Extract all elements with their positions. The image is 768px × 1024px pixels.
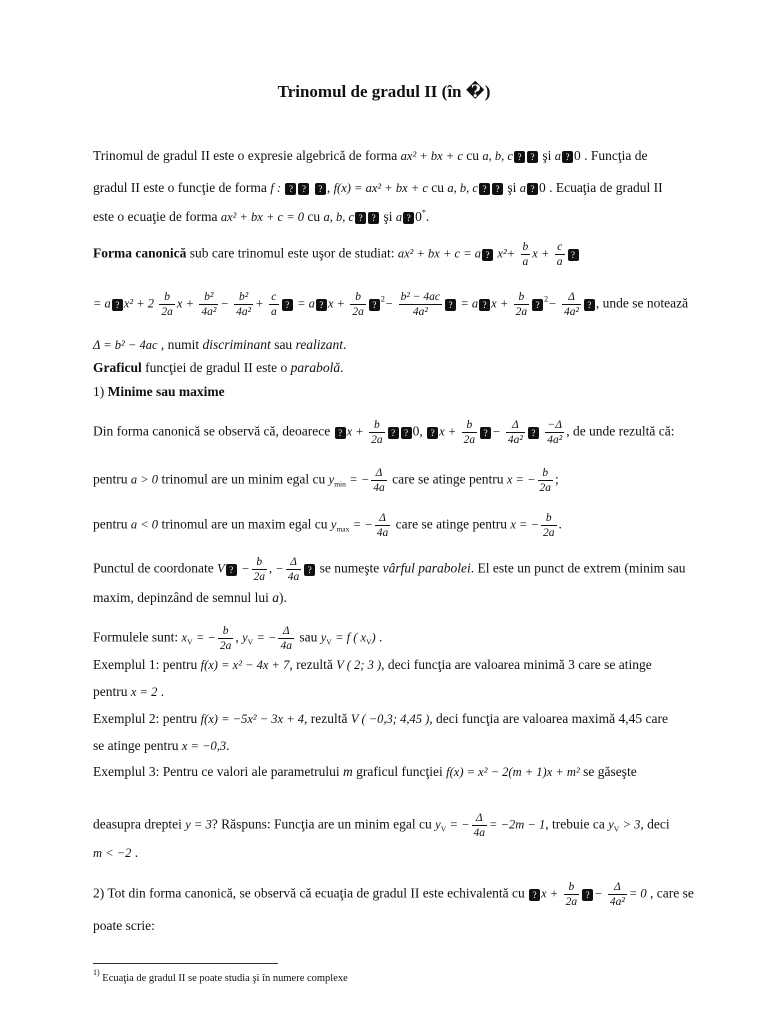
text: poate scrie: <box>93 918 155 933</box>
formula-vertex-2: V ( −0,3; 4,45 ) <box>350 712 430 726</box>
numerator: b <box>462 418 478 433</box>
text: Exemplul 1: pentru <box>93 657 198 672</box>
section-1-heading <box>93 384 708 400</box>
denominator: a <box>556 256 563 268</box>
text: Exemplul 3: Pentru ce valori ale parametrului <box>93 764 340 779</box>
fraction <box>506 418 525 447</box>
formula-equals-zero: = 0 <box>628 886 647 901</box>
formula-paren: ) <box>371 630 376 645</box>
fraction <box>462 418 478 447</box>
missing-glyph-icon <box>401 427 412 439</box>
missing-glyph-icon <box>388 427 399 439</box>
text: care se atinge pentru <box>392 471 504 487</box>
canonical-line-1: Forma canonică sub care trinomul este uşor de studiat: ax² + bx + c = a? x²+ $\frac{b}{a}$ x + $\frac{c}{a}$ ? <box>93 240 708 269</box>
denominator: 4a <box>280 640 292 652</box>
text: funcţiei de gradul II este o <box>145 360 288 375</box>
missing-glyph-icon <box>584 299 595 311</box>
fraction <box>521 240 531 269</box>
formula-vertex: V <box>217 561 225 576</box>
text: , unde se notează <box>595 295 689 311</box>
formula-canonical-start: ax² + bx + c = a <box>397 246 482 261</box>
section-2-line-2 <box>93 918 708 934</box>
vertex-line-1: Punctul de coordonate V? − $\frac{b}{2a}$ , − $\frac{\Delta}{4a}$ ? se numeşte vârful parabolei. El este un punct de extrem (minim sau <box>93 555 708 584</box>
numerator: b² <box>234 290 253 305</box>
numerator: b² <box>199 290 218 305</box>
numerator: b <box>538 466 554 481</box>
subscript-max: max <box>336 524 350 534</box>
text: , de unde rezultă că: <box>566 423 675 439</box>
missing-glyph-icon <box>403 212 414 224</box>
subscript: V <box>366 637 372 647</box>
denominator: 2a <box>565 896 578 908</box>
formula-trinomial: ax² + bx + c <box>400 149 463 163</box>
denominator: 4a² <box>507 434 523 446</box>
missing-glyph-icon <box>304 564 315 576</box>
text: este o ecuaţie de forma <box>93 209 218 224</box>
numerator: Δ <box>472 811 488 826</box>
footnote-text: Ecuaţia de gradul II se poate studia şi în numere complexe <box>102 973 348 984</box>
missing-glyph-icon <box>562 151 573 163</box>
observation-line: Din forma canonică se observă că, deoarece ? x + $\frac{b}{2a}$ ?? 0, ?x + $\frac{b}{2a}$ ? − $\frac{\Delta}{\text{4a²}}$ ? $\frac{-\Delta}{\text{4a²}}$ , de unde rezultă că: <box>93 418 708 447</box>
text: . <box>160 684 165 699</box>
missing-glyph-icon <box>514 151 525 163</box>
denominator: 2a <box>543 527 555 539</box>
subscript: V <box>247 637 254 647</box>
missing-glyph-icon <box>529 889 540 901</box>
footnote <box>93 968 348 984</box>
graph-label: Graficul <box>93 360 142 375</box>
missing-glyph-icon <box>315 183 326 195</box>
denominator: 2a <box>515 306 528 318</box>
text: Formulele sunt: <box>93 629 179 645</box>
missing-glyph-icon <box>369 299 380 311</box>
text: gradul II este o funcţie de forma <box>93 180 267 195</box>
numerator: b <box>159 290 175 305</box>
denominator: 4a² <box>412 306 428 318</box>
discriminant-line <box>93 337 708 353</box>
example-2-line-1 <box>93 711 708 727</box>
formula-equals: = − <box>349 472 370 487</box>
text: se găseşte <box>583 764 637 779</box>
fraction <box>159 290 175 319</box>
formula-a-negative: a < 0 <box>130 517 159 532</box>
denominator: 4a² <box>547 434 563 446</box>
text: trinomul are un minim egal cu <box>161 471 326 487</box>
text: trinomul are un maxim egal cu <box>161 516 328 532</box>
formula-yv: y <box>608 817 614 832</box>
fraction <box>269 290 279 319</box>
minimum-line <box>93 466 708 495</box>
formula-equals: = − <box>195 630 216 645</box>
footnote-divider <box>93 963 278 964</box>
numerator: b <box>369 418 385 433</box>
missing-glyph-icon <box>112 299 123 311</box>
text: cu <box>307 209 321 224</box>
subscript: V <box>326 637 332 647</box>
denominator: 2a <box>352 306 364 318</box>
formula-x: x = − <box>506 472 536 487</box>
formula-x-value: x = 2 <box>130 685 158 699</box>
term-realizant: realizant <box>295 337 344 352</box>
example-3-line-2 <box>93 811 708 840</box>
denominator: 4a² <box>236 306 252 318</box>
fraction <box>350 290 366 319</box>
numerator: b <box>218 624 234 639</box>
text: care se atinge pentru <box>395 516 507 532</box>
formula-function: f(x) = ax² + bx + c <box>333 181 428 195</box>
fraction <box>375 511 391 540</box>
term-vertex: vârful parabolei <box>382 560 471 576</box>
missing-glyph-icon <box>480 427 491 439</box>
canonical-line-2: = a? x² + 2 $\frac{b}{2a}$ x + $\frac{\text{b²}}{\text{4a²}}$ − $\frac{\text{b²}}{\text{4a²}}$ + $\frac{c}{a}$ ? = a? x + $\frac{b}{2a}$ ? $^2$− $\frac{\text{b² − 4ac}}{\text{4a²}}$ ? = a? x + $\frac{b}{2a}$ ? $^2$− $\frac{\Delta}{\text{4a²}}$ ? , unde se notează <box>93 290 708 319</box>
text: pentru <box>93 471 128 487</box>
text: Din forma canonică se observă că, deoarece <box>93 423 331 439</box>
example-1-line-1 <box>93 657 708 673</box>
numerator: c <box>269 290 279 305</box>
text: şi <box>507 180 517 195</box>
text: . <box>379 629 383 645</box>
numerator: b <box>514 290 530 305</box>
formula-x-value: x = −0,3 <box>181 739 227 753</box>
fraction <box>234 290 253 319</box>
text: ). <box>278 590 287 605</box>
term-a: a <box>272 590 279 605</box>
text: . Funcţia de <box>584 148 648 163</box>
denominator: a <box>522 256 529 268</box>
denominator: 4a <box>373 482 385 494</box>
formula-example-2: f(x) = −5x² − 3x + 4 <box>200 712 305 726</box>
fraction <box>562 290 581 319</box>
formula-y: y <box>328 472 335 487</box>
formula-f: f : <box>270 181 282 195</box>
formula-result: m < −2 <box>93 846 132 860</box>
definition-line-2: gradul II este o funcţie de forma f : ?? ? , f(x) = ax² + bx + c cu a, b, c?? şi a? 0 . Ecuaţia de gradul II <box>93 180 708 196</box>
section-title: Minime sau maxime <box>107 384 225 399</box>
denominator: 2a <box>371 434 383 446</box>
text: 2) Tot din forma canonică, se observă că ecuaţia de gradul II este echivalentă cu <box>93 885 525 901</box>
graph-line <box>93 360 708 376</box>
subscript-min: min <box>334 479 346 489</box>
text: , deci funcţia are valoarea maximă 4,45 care <box>429 711 668 726</box>
text: maxim, depinzând de semnul lui <box>93 590 269 605</box>
formula-a: a <box>519 181 526 195</box>
missing-glyph-icon <box>316 299 327 311</box>
missing-glyph-icon <box>527 183 538 195</box>
formula-line: y = 3 <box>185 817 212 832</box>
text: graficul funcţiei <box>356 764 443 779</box>
fraction <box>369 418 385 447</box>
denominator: 4a² <box>563 306 579 318</box>
formula-equals: = − <box>256 630 277 645</box>
missing-glyph-icon <box>226 564 237 576</box>
formula-y: y <box>330 517 337 532</box>
formula-vertex-1: V ( 2; 3 ) <box>336 658 382 672</box>
text: cu <box>466 148 480 163</box>
fraction <box>218 624 234 653</box>
text: . <box>340 360 344 375</box>
formula-equation: ax² + bx + c = 0 <box>220 210 305 224</box>
fraction <box>538 466 554 495</box>
section-number: 1) <box>93 384 105 399</box>
formula-yv: y <box>242 630 248 645</box>
text: . <box>343 337 347 352</box>
text: , care se <box>650 885 694 901</box>
fraction <box>278 624 294 653</box>
vertex-line-2 <box>93 590 708 606</box>
denominator: 4a² <box>201 306 217 318</box>
fraction <box>252 555 268 584</box>
text: . <box>558 516 562 532</box>
fraction <box>545 418 564 447</box>
text: . Ecuaţia de gradul II <box>549 180 663 195</box>
section-2-line-1: 2) Tot din forma canonică, se observă că ecuaţia de gradul II este echivalentă cu ? x + $\frac{b}{2a}$ ? − $\frac{\Delta}{\text{4a²}}$ = 0 , care se <box>93 880 708 909</box>
denominator: 2a <box>219 640 232 652</box>
formula-coefficients: a, b, c <box>323 210 355 224</box>
formula-condition: > 3 <box>622 817 641 832</box>
denominator: 4a <box>376 527 389 539</box>
text: , numit <box>160 337 200 352</box>
missing-glyph-icon <box>445 299 456 311</box>
formula-coefficients: a, b, c <box>447 181 478 195</box>
missing-glyph-icon <box>479 183 490 195</box>
numerator: b <box>252 555 268 570</box>
formula-yv: y <box>320 630 327 645</box>
text: , deci funcţia are valoarea minimă 3 care se atinge <box>381 657 652 672</box>
denominator: 2a <box>161 306 173 318</box>
text: sub care trinomul este uşor de studiat: <box>189 245 395 261</box>
text: Exemplul 2: pentru <box>93 711 198 726</box>
denominator: 2a <box>539 482 552 494</box>
formula-a-positive: a > 0 <box>130 472 159 487</box>
subscript: V <box>440 824 447 834</box>
text: ; <box>555 471 559 487</box>
maximum-line <box>93 511 708 540</box>
formula-x: x = − <box>510 517 539 532</box>
numerator: b <box>541 511 557 526</box>
missing-glyph-icon <box>482 249 493 261</box>
numerator: Δ <box>562 290 581 305</box>
subscript: V <box>187 637 193 647</box>
numerator: Δ <box>506 418 525 433</box>
missing-glyph-icon <box>335 427 346 439</box>
text: sau <box>299 629 318 645</box>
text: pentru <box>93 516 128 532</box>
example-3-line-3 <box>93 845 708 861</box>
formula-f-xv: = f ( x <box>335 630 367 645</box>
term-m: m <box>343 764 353 779</box>
numerator: c <box>555 240 565 255</box>
missing-glyph-icon <box>285 183 296 195</box>
text: . <box>226 738 230 753</box>
formula-a: a <box>554 149 561 163</box>
fraction <box>399 290 442 319</box>
numerator: Δ <box>375 511 391 526</box>
text: Trinomul de gradul II este o expresie algebrică de forma <box>93 148 398 163</box>
text: , rezultă <box>289 657 333 672</box>
text: . <box>425 209 430 224</box>
fraction <box>541 511 557 540</box>
denominator: 2a <box>253 571 266 583</box>
formula-equals: = − <box>352 517 373 532</box>
formula-xv: x <box>181 630 188 645</box>
definition-line-3: este o ecuaţie de forma ax² + bx + c = 0 cu a, b, c?? şi a? 0*. <box>93 208 708 225</box>
denominator: a <box>270 306 277 318</box>
fraction <box>564 880 580 909</box>
subscript: V <box>613 824 620 834</box>
example-3-line-1 <box>93 764 708 780</box>
formula-a: a <box>395 210 403 224</box>
text: , deci <box>640 816 670 832</box>
formula-equals: = − <box>449 817 470 832</box>
missing-glyph-icon <box>479 299 490 311</box>
numerator: b <box>522 241 529 253</box>
footnote-mark: 1) <box>93 968 100 977</box>
formula-yv-value: = −2m − 1 <box>489 817 546 832</box>
text: deasupra dreptei <box>93 816 182 832</box>
missing-glyph-icon <box>427 427 438 439</box>
definition-line-1: Trinomul de gradul II este o expresie algebrică de forma ax² + bx + c cu a, b, c?? şi a? 0 . Funcţia de <box>93 148 708 164</box>
formula-yv: y <box>435 817 441 832</box>
example-1-line-2 <box>93 684 708 700</box>
missing-glyph-icon <box>532 299 543 311</box>
text: şi <box>383 209 393 224</box>
term-discriminant: discriminant <box>202 337 271 352</box>
numerator: b² − 4ac <box>400 291 440 303</box>
missing-glyph-icon <box>582 889 593 901</box>
fraction <box>555 240 565 269</box>
fraction <box>371 466 387 495</box>
fraction <box>514 290 530 319</box>
numerator: Δ <box>286 555 302 570</box>
fraction <box>286 555 302 584</box>
text: se numeşte <box>319 560 380 576</box>
numerator: Δ <box>278 624 294 639</box>
text: cu <box>431 180 444 195</box>
fraction <box>472 811 488 840</box>
numerator: Δ <box>371 466 387 481</box>
text: . El este un punct de extrem (minim sau <box>470 560 686 576</box>
numerator: b <box>564 880 580 895</box>
missing-glyph-icon <box>568 249 579 261</box>
fraction <box>608 880 627 909</box>
numerator: −Δ <box>545 418 564 433</box>
formula-example-1: f(x) = x² − 4x + 7 <box>200 658 290 672</box>
formula-example-3: f(x) = x² − 2(m + 1)x + m² <box>446 765 580 779</box>
text: ? Răspuns: Funcţia are un minim egal cu <box>211 816 432 832</box>
numerator: Δ <box>608 880 627 895</box>
text: . <box>134 845 139 860</box>
missing-glyph-icon <box>527 151 538 163</box>
example-2-line-2 <box>93 738 708 754</box>
text: pentru <box>93 684 128 699</box>
missing-glyph-icon <box>298 183 309 195</box>
text: şi <box>542 148 552 163</box>
denominator: 4a <box>473 827 486 839</box>
text: se atinge pentru <box>93 738 179 753</box>
denominator: 4a² <box>609 896 625 908</box>
text: , rezultă <box>304 711 348 726</box>
page-title: Trinomul de gradul II (în �) <box>277 82 491 101</box>
term-parabola: parabolă <box>290 360 341 375</box>
canonical-label: Forma canonică <box>93 245 187 261</box>
formula-coefficients: a, b, c <box>482 149 513 163</box>
missing-glyph-icon <box>492 183 503 195</box>
denominator: 2a <box>463 434 476 446</box>
missing-glyph-icon <box>368 212 379 224</box>
text: Punctul de coordonate <box>93 560 214 576</box>
denominator: 4a <box>287 571 300 583</box>
missing-glyph-icon <box>528 427 539 439</box>
text: , trebuie ca <box>545 816 605 832</box>
formula-discriminant: Δ = b² − 4ac <box>93 338 158 352</box>
fraction <box>199 290 218 319</box>
missing-glyph-icon <box>282 299 293 311</box>
numerator: b <box>350 290 366 305</box>
missing-glyph-icon <box>355 212 366 224</box>
text: sau <box>274 337 293 352</box>
formulas-line: Formulele sunt: $x_V$ = − $\frac{b}{2a}$ , $y_V$ = − $\frac{\Delta}{4a}$ sau $y_V = f$ ( $x_V$) . <box>93 625 383 652</box>
